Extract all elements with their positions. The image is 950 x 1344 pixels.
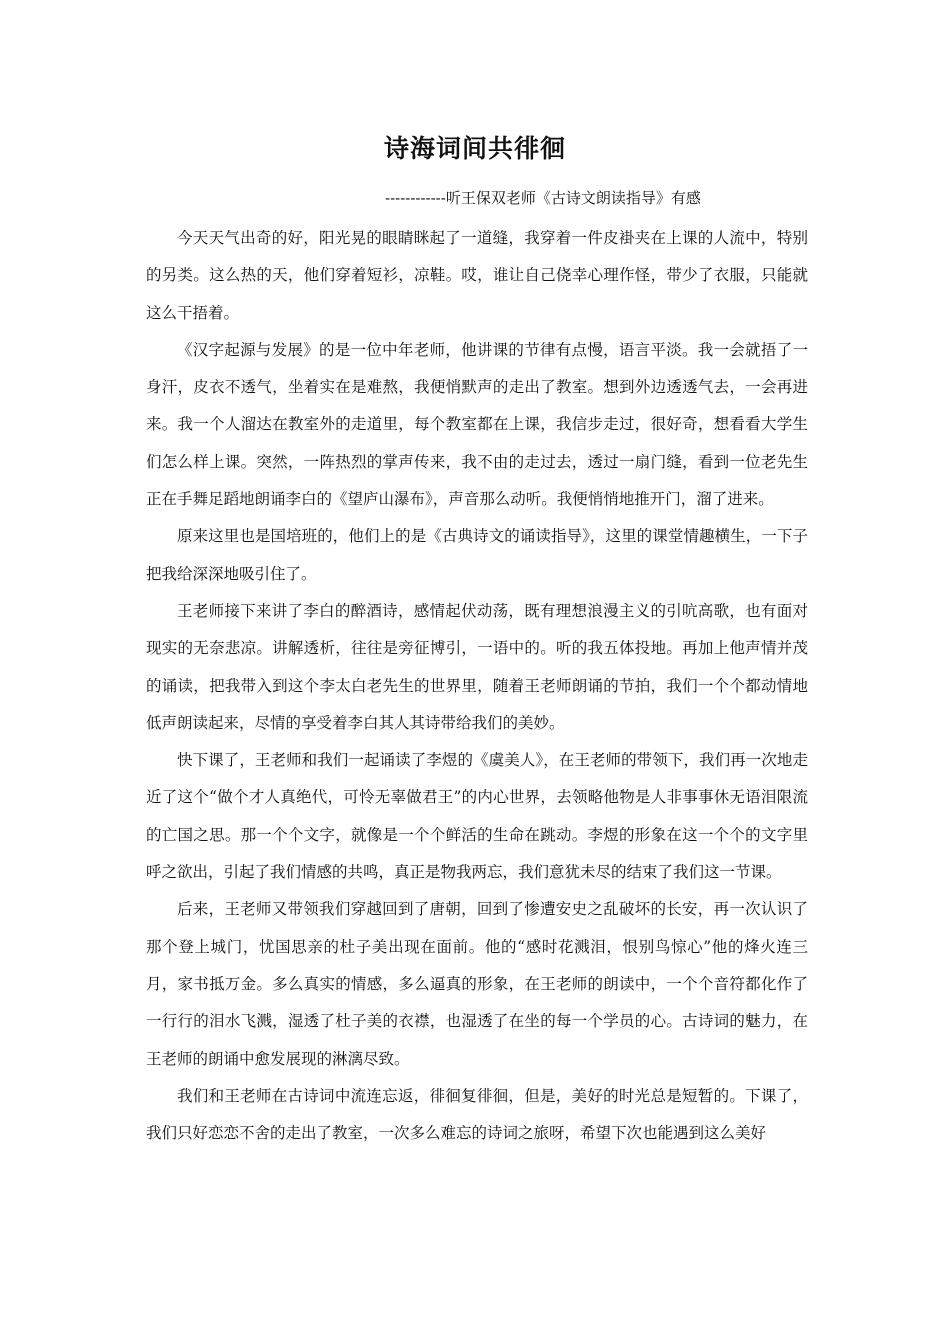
paragraph-7: 我们和王老师在古诗词中流连忘返，徘徊复徘徊，但是，美好的时光总是短暂的。下课了，我们只好恋恋不舍的走出了教室，一次多么难忘的诗词之旅呀，希望下次也能遇到这么美好 xyxy=(146,1086,808,1143)
paragraph-6: 后来，王老师又带领我们穿越回到了唐朝，回到了惨遭安史之乱破坏的长安，再一次认识了那个登上城门，忧国思亲的杜子美出现在面前。他的“感时花溅泪，恨别鸟惊心”他的烽火连三月，家书抵万金。多么真实的情感，多么逼真的形象，在王老师的朗读中，一个个音符都化作了一行行的泪水飞溅，湿透了杜子美的衣襟，也湿透了在坐的每一个学员的心。古诗词的魅力，在王老师的朗诵中愈发展现的淋漓尽致。 xyxy=(146,900,808,1068)
document-body xyxy=(146,220,808,1152)
paragraph-1: 今天天气出奇的好，阳光晃的眼睛眯起了一道缝，我穿着一件皮褂夹在上课的人流中，特别的另类。这么热的天，他们穿着短衫，凉鞋。哎，谁让自己侥幸心理作怪，带少了衣服，只能就这么干捂着。 xyxy=(146,229,808,322)
paragraph-4: 王老师接下来讲了李白的醉酒诗，感情起伏动荡，既有理想浪漫主义的引吭高歌，也有面对现实的无奈悲凉。讲解透析，往往是旁征博引，一语中的。听的我五体投地。再加上他声情并茂的诵读，把我带入到这个李太白老先生的世界里，随着王老师朗诵的节拍，我们一个个都动情地低声朗读起来，尽情的享受着李白其人其诗带给我们的美妙。 xyxy=(146,601,808,732)
paragraph-3: 原来这里也是国培班的，他们上的是《古典诗文的诵读指导》，这里的课堂情趣横生，一下子把我给深深地吸引住了。 xyxy=(146,527,808,583)
document-subtitle: ------------听王保双老师《古诗文朗读指导》有感 xyxy=(385,189,701,207)
paragraph-5: 快下课了，王老师和我们一起诵读了李煜的《虞美人》，在王老师的带领下，我们再一次地走近了这个“做个才人真绝代，可怜无辜做君王”的内心世界，去领略他物是人非事事休无语泪限流的亡国之思。那一个个文字，就像是一个个鲜活的生命在跳动。李煜的形象在这一个个的文字里呼之欲出，引起了我们情感的共鸣，真正是物我两忘，我们意犹未尽的结束了我们这一节课。 xyxy=(146,751,808,882)
document-title: 诗海词间共徘徊 xyxy=(383,134,566,163)
paragraph-2: 《汉字起源与发展》的是一位中年老师，他讲课的节律有点慢，语言平淡。我一会就捂了一身汗，皮衣不透气，坐着实在是难熬，我便悄默声的走出了教室。想到外边透透气去，一会再进来。我一个人溜达在教室外的走道里，每个教室都在上课，我信步走过，很好奇，想看看大学生们怎么样上课。突然，一阵热烈的掌声传来，我不由的走过去，透过一扇门缝，看到一位老先生正在手舞足蹈地朗诵李白的《望庐山瀑布》，声音那么动听。我便悄悄地推开门，溜了进来。 xyxy=(146,340,808,509)
